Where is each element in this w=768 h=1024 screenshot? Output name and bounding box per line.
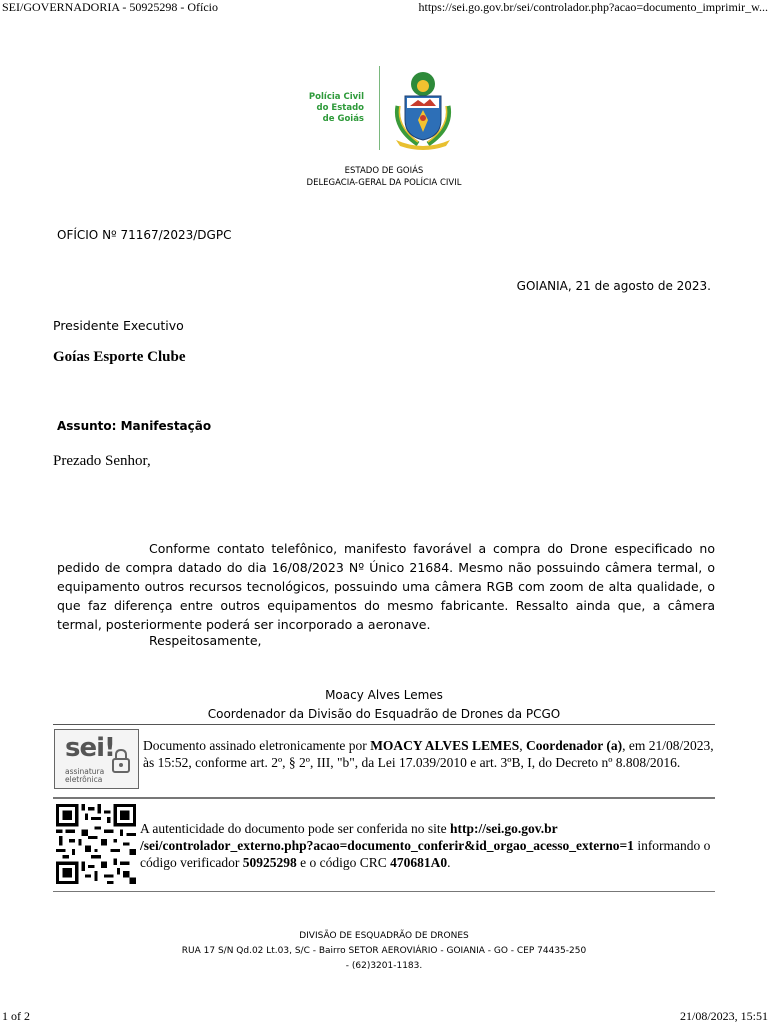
sei-sub-line-1: assinatura xyxy=(65,767,105,776)
footer-address: RUA 17 S/N Qd.02 Lt.03, S/C - Bairro SETOR AEROVIÁRIO - GOIANIA - GO - CEP 74435-250 xyxy=(181,946,587,956)
verifier-code: 50925298 xyxy=(242,855,297,870)
sig-signer: MOACY ALVES LEMES xyxy=(370,738,520,753)
auth-mid-2: e o código CRC xyxy=(296,855,391,870)
print-footer-page: 1 of 2 xyxy=(2,1009,30,1023)
body-paragraph: Conforme contato telefônico, manifesto favorável a compra do Drone especificado no pedido de compra datado do dia 16/08/2023 Nº Único 21684. Mesmo não possuindo câmera termal, o equipamento outros recursos tecnológicos, possuindo uma câmera RGB com zoom de alta qualidade, o que faz diferença entre outros equipamentos do mesmo fabricante. Ressalto ainda que, a câmera termal, posteriormente poderá ser incorporado a aeronave. xyxy=(57,541,715,632)
greeting: Prezado Senhor, xyxy=(53,453,151,469)
sig-suffix: , em 21/08/2023, às 15:52, conforme art. 2º, § 2º, III, "b", da Lei 17.039/2010 e art. 3ºB, I, do Decreto nº 8.808/2016. xyxy=(143,738,714,770)
auth-url: http://sei.go.gov.br /sei/controlador_externo.php?acao=documento_conferir&id_orgao_acesso_externo=1 xyxy=(140,821,634,853)
subject-line: Assunto: Manifestação xyxy=(57,419,212,433)
signer-role: Coordenador da Divisão do Esquadrão de Drones da PCGO xyxy=(207,707,561,721)
org-line-state: ESTADO DE GOIÁS xyxy=(344,166,424,176)
document-number: OFÍCIO Nº 71167/2023/DGPC xyxy=(57,228,232,242)
footer-phone: - (62)3201-1183. xyxy=(345,961,423,971)
auth-end: . xyxy=(447,855,451,870)
print-header-title: SEI/GOVERNADORIA - 50925298 - Ofício xyxy=(2,0,218,14)
sei-logo-subtitle xyxy=(65,768,104,784)
crc-code: 470681A0 xyxy=(390,855,448,870)
qr-code-icon xyxy=(56,804,136,884)
org-line-department: DELEGACIA-GERAL DA POLÍCIA CIVIL xyxy=(306,178,462,188)
auth-mid: informando o código verificador xyxy=(140,838,711,870)
recipient-title: Presidente Executivo xyxy=(53,318,184,333)
divider xyxy=(53,891,715,892)
signer-name: Moacy Alves Lemes xyxy=(325,688,443,702)
divider xyxy=(53,724,715,725)
closing: Respeitosamente, xyxy=(149,633,262,648)
sei-signature-badge xyxy=(54,729,139,789)
authenticity-statement xyxy=(140,820,716,871)
goias-coat-of-arms-icon xyxy=(388,66,458,150)
logo-line-1: Polícia Civil xyxy=(308,92,364,102)
police-logo-text xyxy=(300,92,364,125)
logo-line-2: do Estado xyxy=(316,103,364,113)
sei-logo-word: sei! xyxy=(65,733,115,763)
sei-sub-line-2: eletrônica xyxy=(65,775,103,784)
logo-line-3: de Goiás xyxy=(322,114,364,124)
sig-prefix: Documento assinado eletronicamente por xyxy=(143,738,371,753)
divider xyxy=(53,797,715,799)
lock-icon xyxy=(111,748,131,774)
signature-statement xyxy=(143,737,715,771)
print-header-url: https://sei.go.gov.br/sei/controlador.php?acao=documento_imprimir_w... xyxy=(418,0,768,14)
logo-divider xyxy=(379,66,380,150)
footer-division: DIVISÃO DE ESQUADRÃO DE DRONES xyxy=(299,931,469,941)
print-footer-datetime: 21/08/2023, 15:51 xyxy=(679,1009,768,1023)
auth-prefix: A autenticidade do documento pode ser conferida no site xyxy=(140,821,451,836)
place-and-date: GOIANIA, 21 de agosto de 2023. xyxy=(516,279,711,293)
sig-role: Coordenador (a) xyxy=(525,738,623,753)
sig-separator: , xyxy=(519,738,526,753)
recipient-organization: Goías Esporte Clube xyxy=(53,349,186,365)
